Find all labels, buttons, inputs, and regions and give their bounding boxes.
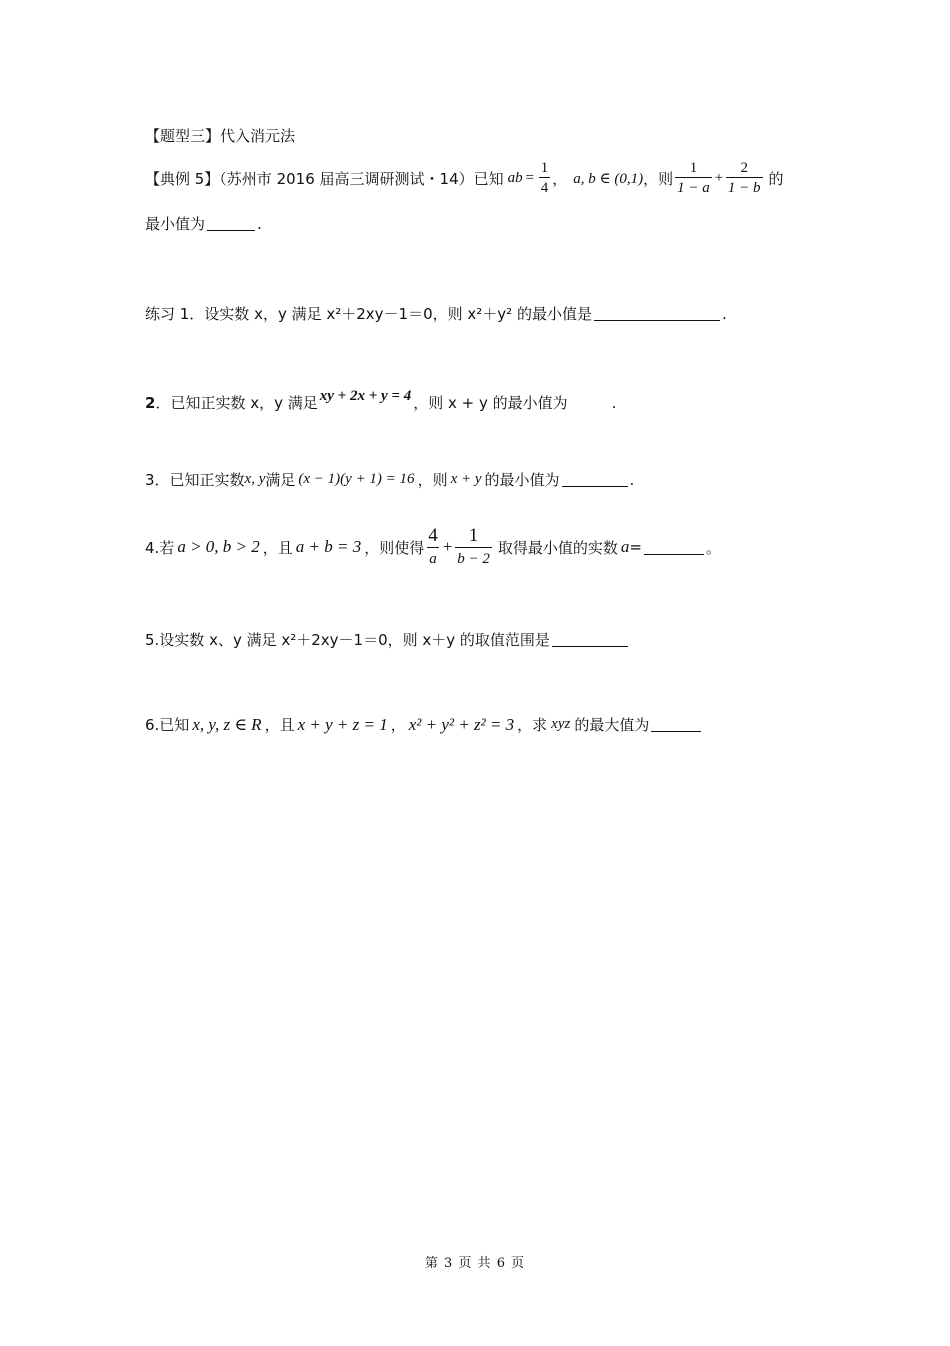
fraction-denominator: 1 − b	[726, 177, 763, 198]
cond-2: a + b = 3	[295, 537, 362, 556]
practice-3-text-a: 3．已知正实数	[145, 471, 245, 489]
practice-6-text-b: ，且	[264, 716, 295, 734]
answer-blank[interactable]	[552, 632, 628, 647]
practice-4-text-a: 4.若	[145, 538, 175, 557]
answer-blank[interactable]	[594, 306, 720, 321]
cond-1: x, y, z ∈ R	[192, 714, 262, 734]
practice-6-text-d: ，求	[517, 716, 548, 734]
answer-blank[interactable]	[207, 216, 255, 231]
practice-5-text: 5.设实数 x、y 满足 x²＋2xy－1＝0，则 x＋y 的取值范围是	[145, 631, 550, 649]
practice-6-text-c: ，	[390, 716, 406, 734]
equals-sign: =	[629, 538, 642, 556]
practice-4-text-b: ，且	[262, 538, 293, 557]
fraction-a	[675, 159, 712, 198]
then-text: ，则	[643, 169, 674, 188]
period: .	[257, 214, 262, 233]
min-value-text: 最小值为	[145, 215, 206, 233]
expr-xyz: xyz	[551, 716, 571, 732]
fraction-numerator: 4	[428, 524, 438, 546]
example-5-prefix: 【典例 5】（苏州市 2016 届高三调研测试・14）已知	[145, 169, 504, 188]
practice-3-text-b: 满足	[265, 471, 296, 489]
answer-blank[interactable]	[644, 540, 704, 555]
cond-2: x + y + z = 1	[297, 714, 388, 734]
answer-blank[interactable]	[562, 472, 628, 487]
var-a: a	[620, 537, 630, 556]
fraction-numerator: 2	[740, 159, 748, 176]
question-number: 2	[145, 393, 156, 412]
period: .	[611, 393, 617, 412]
page-footer: 第 3 页 共 6 页	[424, 1256, 526, 1271]
practice-4	[145, 522, 721, 572]
cond-3: x² + y² + z² = 3	[408, 714, 515, 734]
practice-6	[145, 714, 703, 735]
practice-6-text-a: 6.已知	[145, 716, 190, 734]
fraction-numerator: 1	[468, 524, 479, 546]
practice-6-text-e: 的最大值为	[574, 716, 650, 734]
practice-2-text-b: ，则 x + y 的最小值为	[413, 394, 568, 412]
fraction-denominator: 4	[539, 177, 551, 198]
practice-1-text: 练习 1．设实数 x，y 满足 x²＋2xy－1＝0，则 x²＋y² 的最小值是	[145, 305, 592, 323]
formula: xy + 2x + y = 4	[319, 388, 412, 404]
practice-2	[145, 388, 617, 413]
practice-4-text-c: ，则使得	[364, 538, 425, 557]
domain-condition: a, b ∈ (0,1)	[573, 170, 644, 187]
practice-2-text-a: ．已知正实数 x，y 满足	[155, 394, 318, 412]
fraction-numerator: 1	[689, 159, 698, 176]
fraction-b	[726, 159, 763, 198]
answer-blank[interactable]	[651, 717, 701, 732]
practice-1	[145, 303, 727, 324]
fraction-one-quarter	[539, 159, 551, 198]
practice-3-text-c: ，则	[417, 471, 448, 489]
practice-5	[145, 629, 630, 650]
period: 。	[705, 538, 721, 557]
plus-sign: +	[441, 537, 454, 556]
period: .	[629, 470, 635, 489]
fraction-denominator: 1 − a	[675, 177, 712, 198]
de-text: 的	[768, 169, 784, 188]
section-title	[145, 125, 295, 146]
period: .	[721, 304, 727, 323]
practice-3	[145, 469, 634, 490]
formula: (x − 1)(y + 1) = 16	[298, 471, 415, 487]
fraction-denominator: a	[427, 547, 439, 570]
example-5	[145, 158, 784, 198]
cond-1: a > 0, b > 2	[177, 537, 260, 556]
separator: ，	[552, 169, 568, 188]
fraction-denominator: b − 2	[455, 547, 492, 570]
example-5-line-2	[145, 213, 262, 234]
fraction-numerator: 1	[540, 159, 549, 176]
sum-expr: x + y	[450, 471, 482, 487]
vars: x, y	[244, 471, 266, 487]
plus-sign: +	[713, 169, 724, 186]
practice-4-text-d: 取得最小值的实数	[497, 538, 618, 557]
practice-3-text-d: 的最小值为	[484, 471, 560, 489]
fraction-4-over-a	[426, 525, 440, 570]
equals-sign: =	[524, 169, 535, 186]
fraction-1-over-b-2	[455, 525, 492, 570]
section-title-text: 【题型三】代入消元法	[145, 127, 296, 145]
ab-var: ab	[507, 169, 523, 186]
